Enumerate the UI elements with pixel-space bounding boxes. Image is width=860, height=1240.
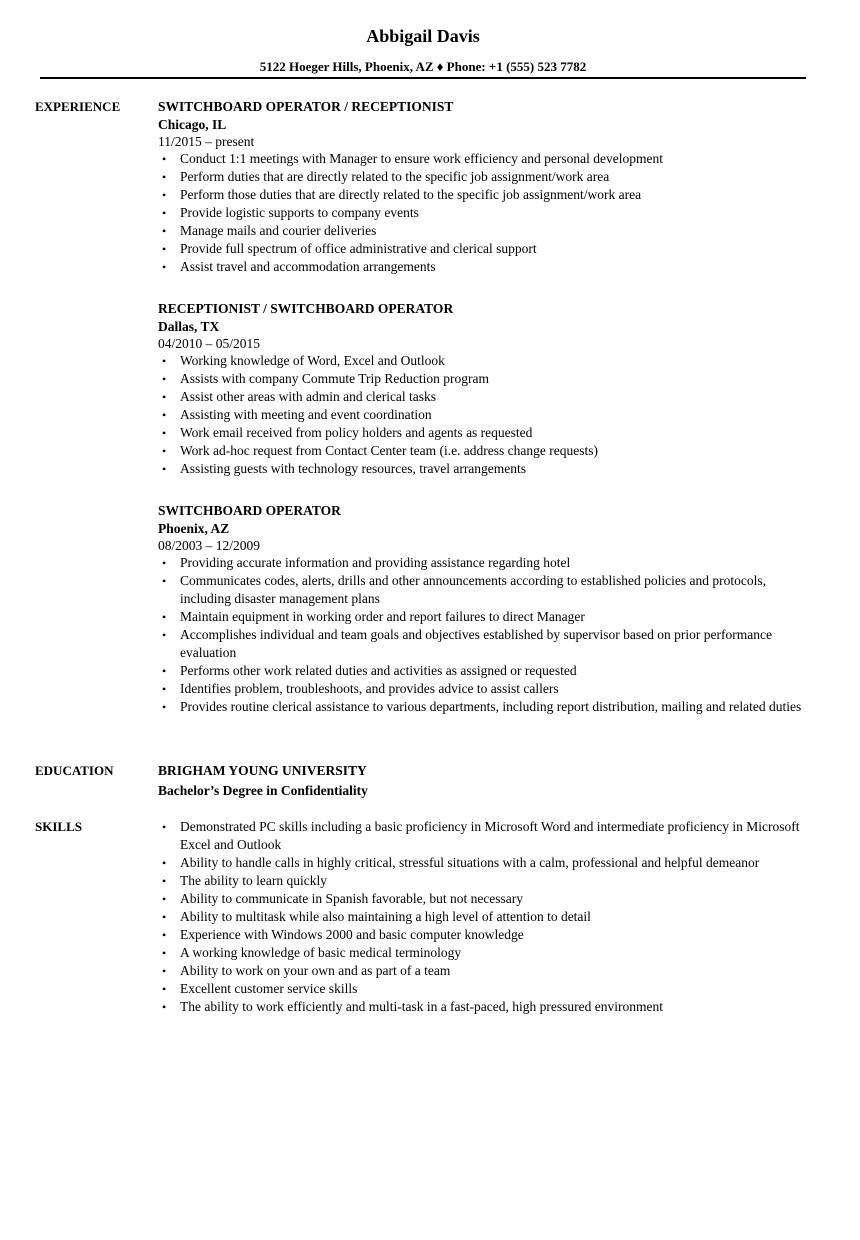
bullet-icon: •	[162, 354, 167, 368]
bullet-icon: •	[162, 610, 167, 624]
bullet-icon: •	[162, 556, 167, 570]
job-location: Dallas, TX	[158, 319, 220, 334]
bullet-icon: •	[162, 224, 167, 238]
bullet-icon: •	[162, 260, 167, 274]
bullet-icon: •	[162, 946, 167, 960]
list-item: • Assisting with meeting and event coordination	[162, 407, 432, 422]
bullet-icon: •	[162, 170, 167, 184]
school-name: BRIGHAM YOUNG UNIVERSITY	[158, 763, 367, 778]
list-item: • Ability to multitask while also maintaining a high level of attention to detail	[162, 909, 591, 924]
job-location: Phoenix, AZ	[158, 521, 230, 536]
bullet-icon: •	[162, 820, 167, 834]
list-item: • Excellent customer service skills	[162, 981, 358, 996]
education-body	[158, 762, 808, 800]
list-item: • Provide logistic supports to company events	[162, 205, 419, 220]
section-label-skills: SKILLS	[35, 819, 82, 834]
job-location: Chicago, IL	[158, 117, 227, 132]
list-item: • Provide full spectrum of office administrative and clerical support	[162, 241, 537, 256]
degree-name: Bachelor’s Degree in Confidentiality	[158, 783, 368, 798]
list-item: • Assist other areas with admin and clerical tasks	[162, 389, 437, 404]
list-item: • Performs other work related duties and activities as assigned or requested	[162, 663, 577, 678]
job-entry	[158, 502, 808, 716]
bullet-icon: •	[162, 462, 167, 476]
list-item: • Ability to work on your own and as part of a team	[162, 963, 451, 978]
list-item: • Perform duties that are directly related to the specific job assignment/work area	[162, 169, 610, 184]
bullet-icon: •	[162, 910, 167, 924]
job-entry	[158, 300, 808, 478]
experience-body	[158, 98, 808, 740]
contact-line: 5122 Hoeger Hills, Phoenix, AZ ♦ Phone: +1 (555) 523 7782	[259, 59, 587, 74]
list-item: • Assist travel and accommodation arrangements	[162, 259, 436, 274]
job-duties-list	[158, 554, 808, 716]
list-item: • The ability to work efficiently and multi-task in a fast-paced, high pressured environment	[162, 999, 663, 1014]
candidate-name: Abbigail Davis	[366, 26, 480, 46]
bullet-icon: •	[162, 664, 167, 678]
bullet-icon: •	[162, 928, 167, 942]
job-title: RECEPTIONIST / SWITCHBOARD OPERATOR	[158, 301, 454, 316]
bullet-icon: •	[162, 856, 167, 870]
list-item: • Ability to handle calls in highly critical, stressful situations with a calm, professional and helpful demeanor	[162, 855, 760, 870]
bullet-icon: •	[162, 982, 167, 996]
bullet-icon: •	[162, 628, 167, 642]
bullet-icon: •	[162, 188, 167, 202]
bullet-icon: •	[162, 964, 167, 978]
list-item: • Demonstrated PC skills including a basic proficiency in Microsoft Word and intermediate proficiency in Microsoft Excel and Outlook	[162, 819, 800, 852]
job-title: SWITCHBOARD OPERATOR	[158, 503, 341, 518]
skills-body	[158, 818, 808, 1016]
bullet-icon: •	[162, 408, 167, 422]
skills-list	[158, 818, 808, 1016]
job-dates: 04/2010 – 05/2015	[158, 336, 261, 351]
list-item: • Conduct 1:1 meetings with Manager to ensure work efficiency and personal development	[162, 151, 663, 166]
bullet-icon: •	[162, 574, 167, 588]
list-item: • Manage mails and courier deliveries	[162, 223, 377, 238]
bullet-icon: •	[162, 892, 167, 906]
bullet-icon: •	[162, 444, 167, 458]
job-duties-list	[158, 150, 808, 276]
job-title: SWITCHBOARD OPERATOR / RECEPTIONIST	[158, 99, 454, 114]
bullet-icon: •	[162, 242, 167, 256]
list-item: • Perform those duties that are directly related to the specific job assignment/work area	[162, 187, 642, 202]
list-item: • A working knowledge of basic medical terminology	[162, 945, 462, 960]
bullet-icon: •	[162, 700, 167, 714]
job-dates: 11/2015 – present	[158, 134, 255, 149]
list-item: • Assisting guests with technology resources, travel arrangements	[162, 461, 527, 476]
list-item: • Work ad-hoc request from Contact Center team (i.e. address change requests)	[162, 443, 599, 458]
bullet-icon: •	[162, 372, 167, 386]
list-item: • Communicates codes, alerts, drills and other announcements according to established policies and protocols, including disaster management plans	[162, 573, 766, 606]
list-item: • Work email received from policy holders and agents as requested	[162, 425, 533, 440]
list-item: • Providing accurate information and providing assistance regarding hotel	[162, 555, 571, 570]
list-item: • Identifies problem, troubleshoots, and provides advice to assist callers	[162, 681, 559, 696]
list-item: • Maintain equipment in working order and report failures to direct Manager	[162, 609, 585, 624]
list-item: • Working knowledge of Word, Excel and Outlook	[162, 353, 445, 368]
list-item: • Experience with Windows 2000 and basic computer knowledge	[162, 927, 524, 942]
bullet-icon: •	[162, 682, 167, 696]
job-dates: 08/2003 – 12/2009	[158, 538, 261, 553]
list-item: • Accomplishes individual and team goals and objectives established by supervisor based on prior performance evaluation	[162, 627, 772, 660]
section-label-experience: EXPERIENCE	[35, 99, 121, 114]
job-entry	[158, 98, 808, 276]
list-item: • Assists with company Commute Trip Reduction program	[162, 371, 489, 386]
job-duties-list	[158, 352, 808, 478]
section-label-education: EDUCATION	[35, 763, 114, 778]
bullet-icon: •	[162, 206, 167, 220]
bullet-icon: •	[162, 874, 167, 888]
list-item: • Provides routine clerical assistance to various departments, including report distribution, mailing and related duties	[162, 699, 802, 714]
bullet-icon: •	[162, 426, 167, 440]
header-divider	[40, 77, 806, 79]
list-item: • The ability to learn quickly	[162, 873, 327, 888]
bullet-icon: •	[162, 1000, 167, 1014]
bullet-icon: •	[162, 390, 167, 404]
list-item: • Ability to communicate in Spanish favorable, but not necessary	[162, 891, 524, 906]
bullet-icon: •	[162, 152, 167, 166]
